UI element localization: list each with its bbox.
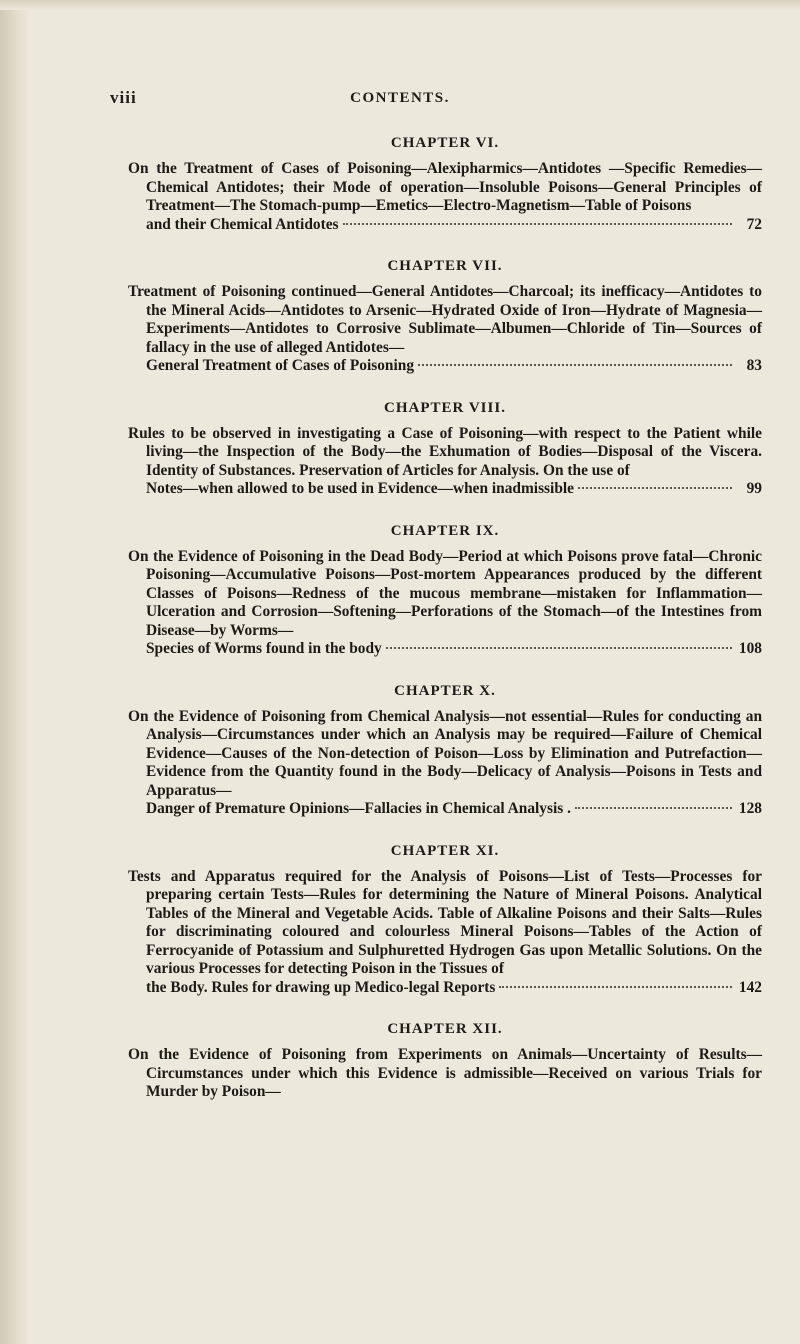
- chapter-title: CHAPTER VIII.: [384, 399, 506, 416]
- chapter-last-line: [128, 480, 762, 499]
- chapter-last-line: [128, 800, 762, 819]
- chapter-title: CHAPTER XI.: [390, 842, 500, 859]
- chapter-title: CHAPTER X.: [394, 682, 496, 699]
- running-head-title: CONTENTS.: [350, 90, 450, 106]
- chapter-summary: Rules to be observed in investigating a Case of Poisoning—with respect to the Patient while living—the Inspection of the Body—the Exhumation of Bodies—Disposal of the Viscera. Identity of Substances. Preservation of Articles for Analysis. On the use of: [128, 424, 762, 479]
- chapter-summary: On the Evidence of Poisoning from Experiments on Animals—Uncertainty of Results—Circumstances under which this Evidence is admissible—Received on various Trials for Murder by Poison—: [128, 1046, 762, 1100]
- chapter-entry-ix: [128, 520, 762, 659]
- chapter-entry-xi: [128, 840, 762, 998]
- page-gutter-shadow: [0, 0, 30, 1344]
- page-number: 83: [746, 357, 762, 374]
- dot-leader: [575, 807, 732, 809]
- page-number: 72: [746, 215, 762, 233]
- chapter-last-line-text: General Treatment of Cases of Poisoning: [146, 357, 415, 374]
- chapter-summary: Treatment of Poisoning continued—General Antidotes—Charcoal; its inefficacy—Antidotes to the Mineral Acids—Antidotes to Arsenic—Hydrated Oxide of Iron—Hydrate of Magnesia—Experiments—Antidotes to Corrosive Sublimate—Albumen—Chloride of Tin—Sources of fallacy in the use of alleged Antidotes—: [128, 283, 762, 356]
- chapter-title: CHAPTER VII.: [387, 258, 503, 274]
- dot-leader: [578, 487, 732, 489]
- chapter-summary: On the Treatment of Cases of Poisoning—Alexipharmics—Antidotes —Specific Remedies—Chemical Antidotes; their Mode of operation—Insoluble Poisons—General Principles of Treatment—The Stomach-pump—Emetics—Electro-Magnetism—Table of Poisons: [128, 160, 762, 214]
- dot-leader: [499, 986, 732, 988]
- dot-leader: [386, 647, 732, 649]
- page-number: 128: [738, 800, 762, 817]
- page-top-shadow: [0, 0, 800, 10]
- chapter-entry-vii: [128, 255, 762, 376]
- dot-leader: [418, 364, 732, 366]
- chapter-last-line-text: Danger of Premature Opinions—Fallacies in Chemical Analysis .: [146, 800, 571, 817]
- chapter-last-line: [128, 979, 762, 998]
- chapter-summary: On the Evidence of Poisoning from Chemical Analysis—not essential—Rules for conducting an Analysis—Circumstances under which an Analysis may be required—Failure of Chemical Evidence—Causes of the Non-detection of Poison—Loss by Elimination and Putrefaction—Evidence from the Quantity found in the Body—Delicacy of Analysis—Poisons in Tests and Apparatus—: [128, 707, 762, 799]
- page-number: 142: [738, 978, 762, 996]
- chapter-entry-x: [128, 680, 762, 819]
- chapter-last-line: [128, 640, 762, 659]
- chapter-summary: Tests and Apparatus required for the Analysis of Poisons—List of Tests—Processes for preparing certain Tests—Rules for determining the Nature of Mineral Poisons. Analytical Tables of the Mineral and Vegetable Acids. Table of Alkaline Poisons and their Salts—Rules for discriminating coloured and colourless Mineral Poisons—Tables of the Action of Ferrocyanide of Potassium and Sulphuretted Hydrogen Gas upon Metallic Solutions. On the various Processes for detecting Poison in the Tissues of: [128, 867, 762, 977]
- chapter-summary: On the Evidence of Poisoning in the Dead Body—Period at which Poisons prove fatal—Chronic Poisoning—Accumulative Poisons—Post-mortem Appearances produced by the different Classes of Poisons—Redness of the mucous membrane—mistaken for Inflammation—Ulceration and Corrosion—Softening—Perforations of the Stomach—of the Intestines from Disease—by Worms—: [128, 547, 762, 639]
- chapter-entry-vi: [128, 132, 762, 234]
- chapter-entry-viii: [128, 397, 762, 499]
- chapter-title: CHAPTER IX.: [390, 522, 500, 539]
- dot-leader: [343, 223, 732, 225]
- chapter-last-line-text: Species of Worms found in the body: [146, 640, 382, 657]
- chapter-last-line-text: and their Chemical Antidotes: [146, 215, 339, 233]
- chapter-entry-xii: [128, 1018, 762, 1102]
- chapter-title: CHAPTER VI.: [390, 135, 500, 151]
- chapter-last-line-text: the Body. Rules for drawing up Medico-legal Reports: [146, 978, 496, 996]
- page-number: 108: [738, 640, 762, 657]
- page-number: 99: [746, 480, 762, 497]
- chapter-title: CHAPTER XII.: [387, 1021, 503, 1037]
- contents-list: [128, 132, 762, 1102]
- chapter-last-line: [128, 216, 762, 235]
- page-folio: viii: [110, 88, 137, 107]
- chapter-last-line-text: Notes—when allowed to be used in Evidence—when inadmissible: [146, 480, 574, 497]
- running-head: [0, 88, 800, 112]
- chapter-last-line: [128, 357, 762, 376]
